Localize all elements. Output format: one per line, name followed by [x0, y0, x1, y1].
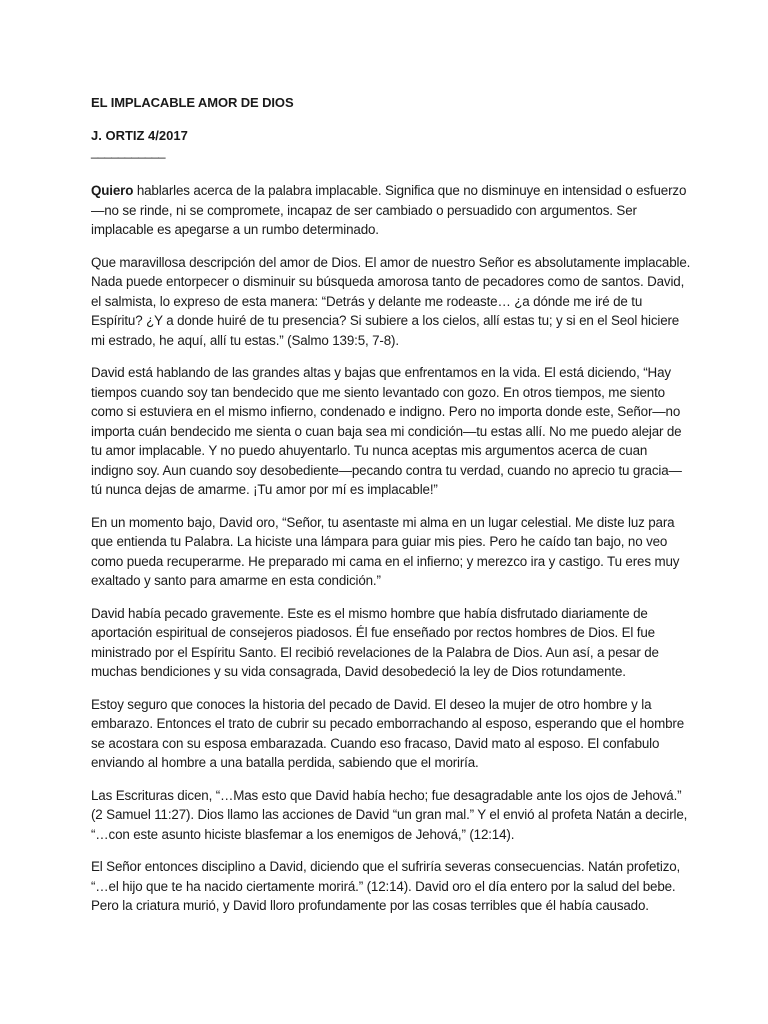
- paragraph-text: David está hablando de las grandes altas y bajas que enfrentamos en la vida. El está diciendo, “Hay tiempos cuando soy tan bendecido que me siento levantado con gozo. En otros tiempos, me siento como si estuviera en el mismo infierno, condenado e indigno. Pero no importa donde este, Señor—no importa cuán bendecido me sienta o cuan baja sea mi condición—tu estas allí. No me puedo alejar de tu amor implacable. Y no puedo ahuyentarlo. Tu nunca aceptas mis argumentos acerca de cuan indigno soy. Aun cuando soy desobediente—pecando contra tu verdad, cuando no aprecio tu gracia—tú nunca dejas de amarme. ¡Tu amor por mí es implacable!”: [91, 365, 682, 497]
- paragraph-7: [91, 786, 691, 845]
- paragraph-lead: Quiero: [91, 183, 134, 198]
- separator-line: ___________: [91, 144, 166, 159]
- paragraph-text: David había pecado gravemente. Este es el mismo hombre que había disfrutado diariamente de aportación espiritual de consejeros piadosos. Él fue enseñado por rectos hombres de Dios. El fue ministrado por el Espíritu Santo. El recibió revelaciones de la Palabra de Dios. Aun así, a pesar de muchas bendiciones y su vida consagrada, David desobedeció la ley de Dios rotundamente.: [91, 605, 659, 679]
- paragraph-text: Que maravillosa descripción del amor de Dios. El amor de nuestro Señor es absolutamente implacable. Nada puede entorpecer o disminuir su búsqueda amorosa tanto de pecadores como de santos. David, el salmista, lo expreso de esta manera: “Detrás y delante me rodeaste… ¿a dónde me iré de tu Espíritu? ¿Y a donde huiré de tu presencia? Si subiere a los cielos, allí estas tu; y si en el Seol hiciere mi estrado, he aquí, allí tu estas.” (Salmo 139:5, 7-8).: [91, 254, 691, 348]
- paragraph-2: [91, 253, 691, 351]
- document-title: EL IMPLACABLE AMOR DE DIOS: [91, 95, 294, 110]
- paragraph-5: [91, 604, 691, 682]
- paragraph-text: Estoy seguro que conoces la historia del pecado de David. El deseo la mujer de otro hombre y la embarazo. Entonces el trato de cubrir su pecado emborrachando al esposo, esperando que el hombre se acostara con su esposa embarazada. Cuando eso fracaso, David mato al esposo. El confabulo enviando al hombre a una batalla perdida, sabiendo que el moriría.: [91, 696, 685, 770]
- paragraph-4: [91, 513, 691, 591]
- paragraph-text: El Señor entonces disciplino a David, diciendo que el sufriría severas consecuencias. Natán profetizo, “…el hijo que te ha nacido ciertamente morirá.” (12:14). David oro el día entero por la salud del bebe. Pero la criatura murió, y David lloro profundamente por las cosas terribles que él había causado.: [91, 859, 681, 913]
- paragraph-3: [91, 363, 691, 500]
- paragraph-6: [91, 695, 691, 773]
- paragraph-8: [91, 857, 691, 916]
- paragraph-text: hablarles acerca de la palabra implacable. Significa que no disminuye en intensidad o esfuerzo—no se rinde, ni se compromete, incapaz de ser cambiado o persuadido con argumentos. Ser implacable es apegarse a un rumbo determinado.: [91, 183, 687, 237]
- paragraph-1: [91, 181, 691, 240]
- document-author: J. ORTIZ 4/2017: [91, 128, 188, 143]
- paragraph-text: En un momento bajo, David oro, “Señor, tu asentaste mi alma en un lugar celestial. Me diste luz para que entienda tu Palabra. La hiciste una lámpara para guiar mis pies. Pero he caído tan bajo, no veo como pueda recuperarme. He preparado mi cama en el infierno; y merezco ira y castigo. Tu eres muy exaltado y santo para amarme en esta condición.”: [91, 514, 680, 588]
- document-page: [91, 95, 691, 916]
- paragraph-text: Las Escrituras dicen, “…Mas esto que David había hecho; fue desagradable ante los ojos de Jehová.” (2 Samuel 11:27). Dios llamo las acciones de David “un gran mal.” Y el envió al profeta Natán a decirle, “…con este asunto hiciste blasfemar a los enemigos de Jehová,” (12:14).: [91, 787, 688, 842]
